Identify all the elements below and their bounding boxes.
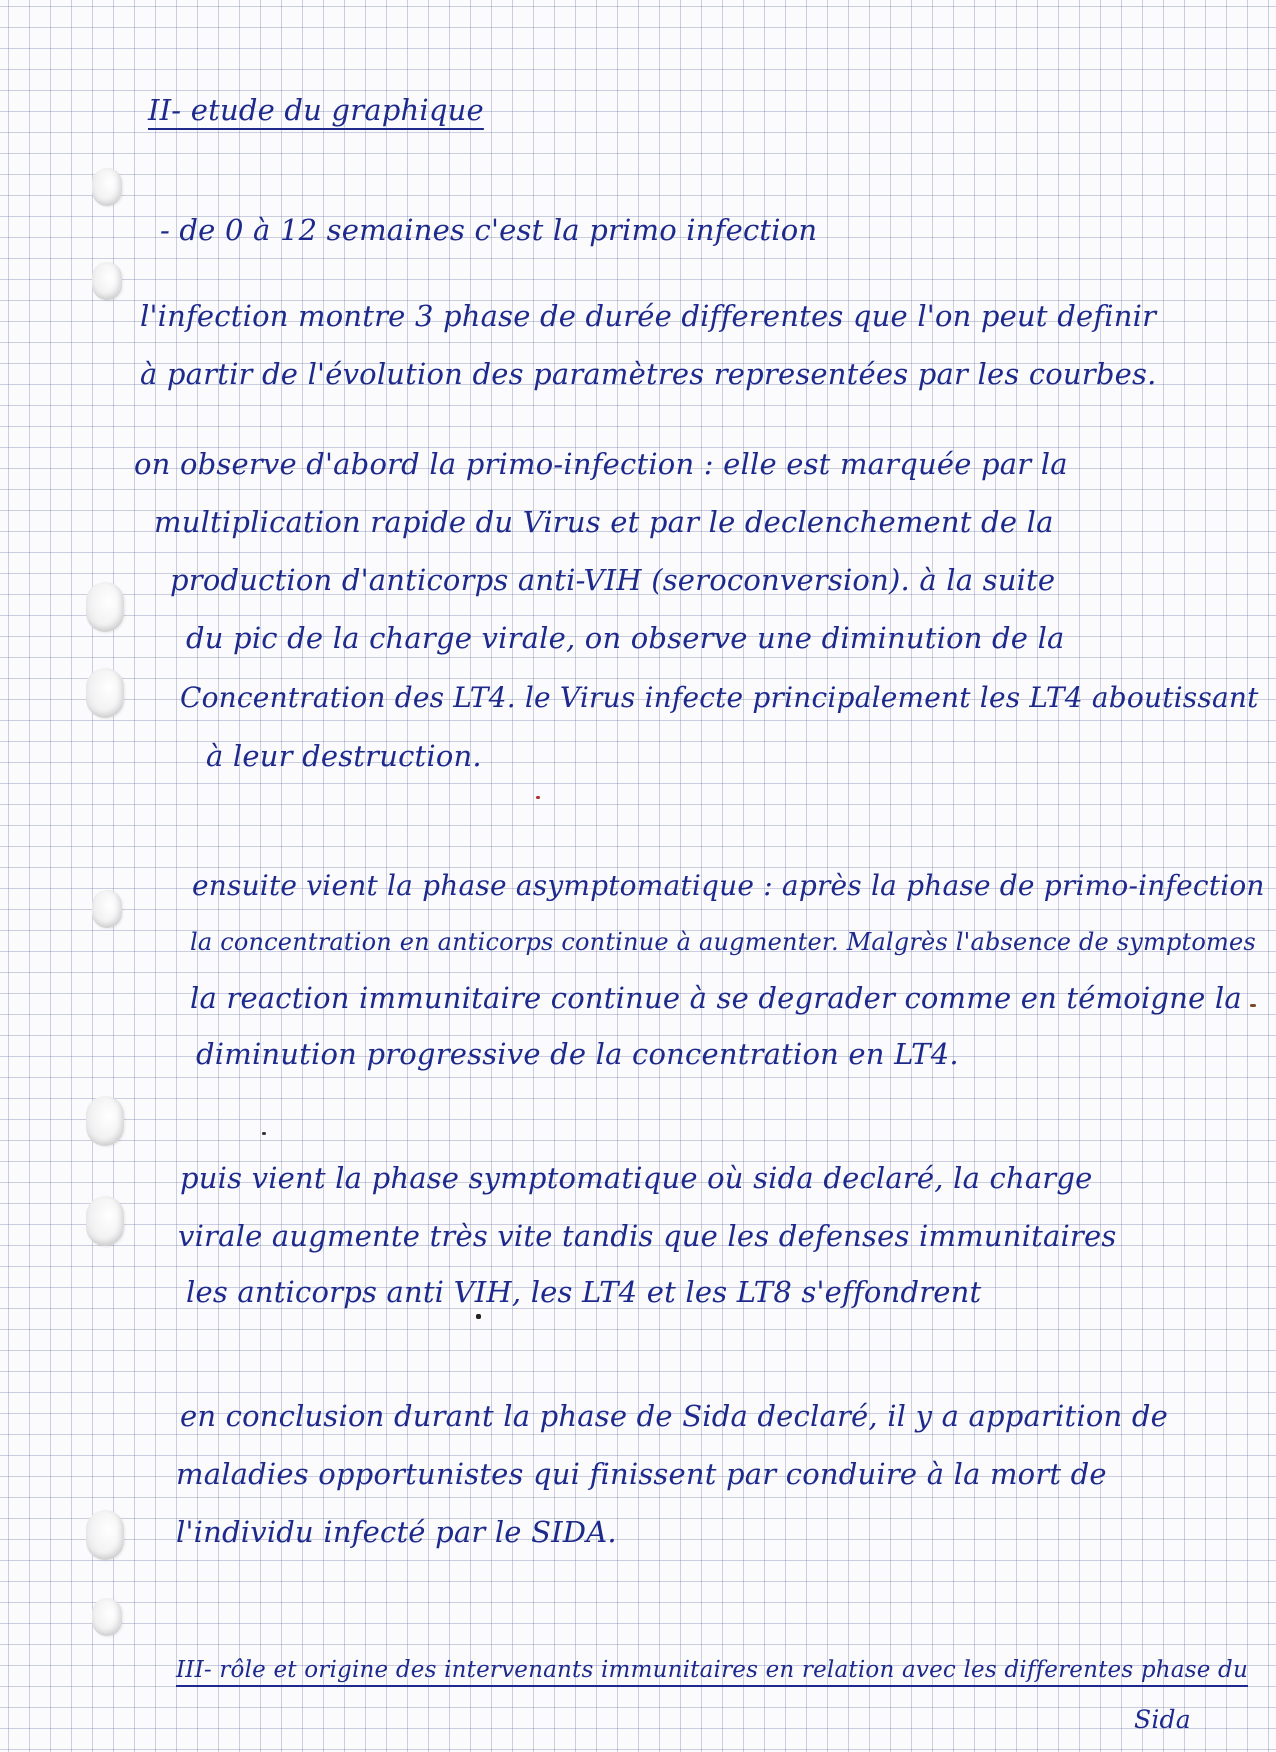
text-line: l'individu infecté par le SIDA. — [176, 1515, 617, 1549]
text-line: à leur destruction. — [206, 739, 482, 773]
ink-speck — [536, 796, 540, 799]
text-line: du pic de la charge virale, on observe une diminution de la — [186, 621, 1065, 655]
text-line: production d'anticorps anti-VIH (seroconversion). à la suite — [170, 563, 1056, 597]
text-line: multiplication rapide du Virus et par le declenchement de la — [154, 505, 1054, 539]
binder-hole — [92, 168, 122, 206]
binder-hole — [92, 1598, 122, 1636]
section-heading-ii: II- etude du graphique — [148, 93, 484, 127]
section-heading-iii: III- rôle et origine des intervenants immunitaires en relation avec les differentes phase du — [176, 1657, 1248, 1683]
text-line: diminution progressive de la concentration en LT4. — [196, 1037, 959, 1071]
binder-hole — [86, 668, 124, 718]
text-line: virale augmente très vite tandis que les defenses immunitaires — [178, 1219, 1117, 1253]
text-line: en conclusion durant la phase de Sida declaré, il y a apparition de — [180, 1399, 1168, 1433]
binder-hole — [92, 262, 122, 300]
section-heading-iii-continued: Sida — [1134, 1705, 1191, 1734]
text-line: l'infection montre 3 phase de durée differentes que l'on peut definir — [140, 299, 1157, 333]
binder-hole — [86, 1510, 124, 1560]
binder-hole — [86, 582, 124, 632]
ink-speck — [1250, 1004, 1256, 1007]
ink-speck — [476, 1314, 481, 1319]
text-line: à partir de l'évolution des paramètres representées par les courbes. — [140, 357, 1157, 391]
text-line: les anticorps anti VIH, les LT4 et les LT8 s'effondrent — [186, 1275, 982, 1309]
text-line: on observe d'abord la primo-infection : elle est marquée par la — [134, 447, 1068, 481]
text-line: ensuite vient la phase asymptomatique : après la phase de primo-infection — [192, 869, 1265, 902]
binder-hole — [86, 1196, 124, 1246]
text-line: la reaction immunitaire continue à se degrader comme en témoigne la — [190, 981, 1242, 1015]
text-line: - de 0 à 12 semaines c'est la primo infection — [160, 213, 818, 247]
text-line: Concentration des LT4. le Virus infecte principalement les LT4 aboutissant — [180, 681, 1259, 714]
text-line: maladies opportunistes qui finissent par conduire à la mort de — [176, 1457, 1107, 1491]
ink-speck — [262, 1132, 266, 1135]
text-line: puis vient la phase symptomatique où sida declaré, la charge — [180, 1161, 1093, 1195]
binder-hole — [86, 1096, 124, 1146]
text-line: la concentration en anticorps continue à augmenter. Malgrès l'absence de symptomes — [190, 928, 1256, 956]
binder-hole — [92, 890, 122, 928]
